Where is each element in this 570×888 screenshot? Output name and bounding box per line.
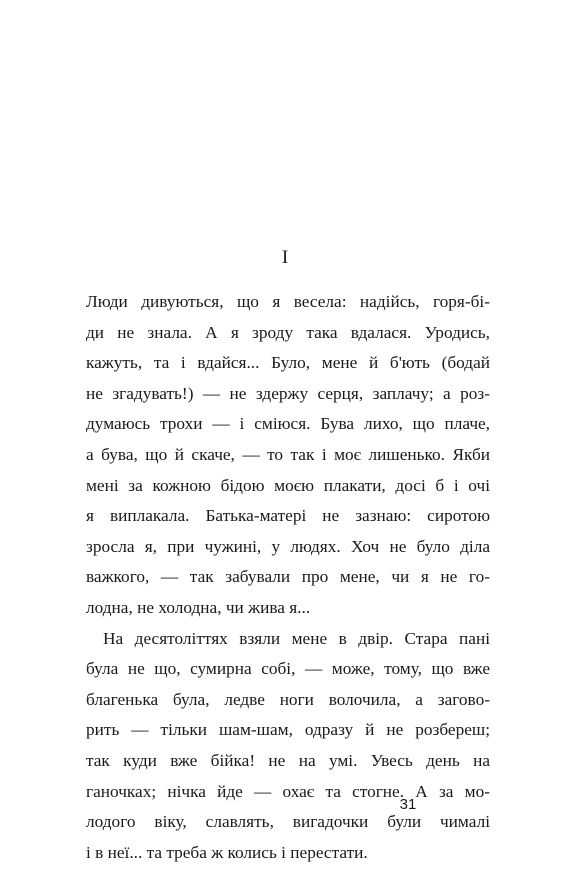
page-number: 31 bbox=[399, 796, 417, 813]
text-line: я виплакала. Батька-матері не зазнаю: сиротою bbox=[86, 506, 490, 526]
text-line: ганочках; нічка йде — охає та стогне. А за мо- bbox=[86, 781, 490, 801]
text-line: так куди вже бійка! не на умі. Увесь день на bbox=[86, 750, 490, 770]
paragraph-2 bbox=[86, 624, 490, 869]
text-line: була не що, сумирна собі, — може, тому, що вже bbox=[86, 659, 490, 679]
text-line: ди не знала. А я зроду така вдалася. Уродись, bbox=[86, 322, 490, 342]
text-line: а бува, що й скаче, — то так і моє лишенько. Якби bbox=[86, 444, 490, 464]
text-line: мені за кожною бідою моєю плакати, досі б і очі bbox=[86, 475, 490, 495]
paragraph-1 bbox=[86, 287, 490, 624]
text-line: лодна, не холодна, чи жива я... bbox=[86, 597, 311, 617]
text-line: не згадувать!) — не здержу серця, заплачу; а роз- bbox=[86, 383, 490, 403]
text-line: Люди дивуються, що я весела: надійсь, горя-бі- bbox=[86, 292, 490, 311]
text-line: важкого, — так забували про мене, чи я не го- bbox=[86, 567, 490, 587]
chapter-numeral: I bbox=[281, 247, 289, 268]
text-line: рить — тільки шам-шам, одразу й не розбереш; bbox=[86, 720, 490, 740]
text-line: благенька була, ледве ноги волочила, а загово- bbox=[86, 689, 490, 709]
text-line: лодого віку, славлять, вигадочки були чималі bbox=[86, 812, 490, 832]
text-line: кажуть, та і вдайся... Було, мене й б'ють (бодай bbox=[86, 353, 490, 373]
text-line: і в неї... та треба ж колись і перестати. bbox=[86, 842, 368, 862]
text-line: На десятоліттях взяли мене в двір. Стара пані bbox=[103, 628, 490, 648]
body-text bbox=[86, 287, 490, 868]
text-line: думаюсь трохи — і сміюся. Бува лихо, що плаче, bbox=[86, 414, 490, 434]
text-line: зросла я, при чужині, у людях. Хоч не було діла bbox=[86, 536, 490, 556]
